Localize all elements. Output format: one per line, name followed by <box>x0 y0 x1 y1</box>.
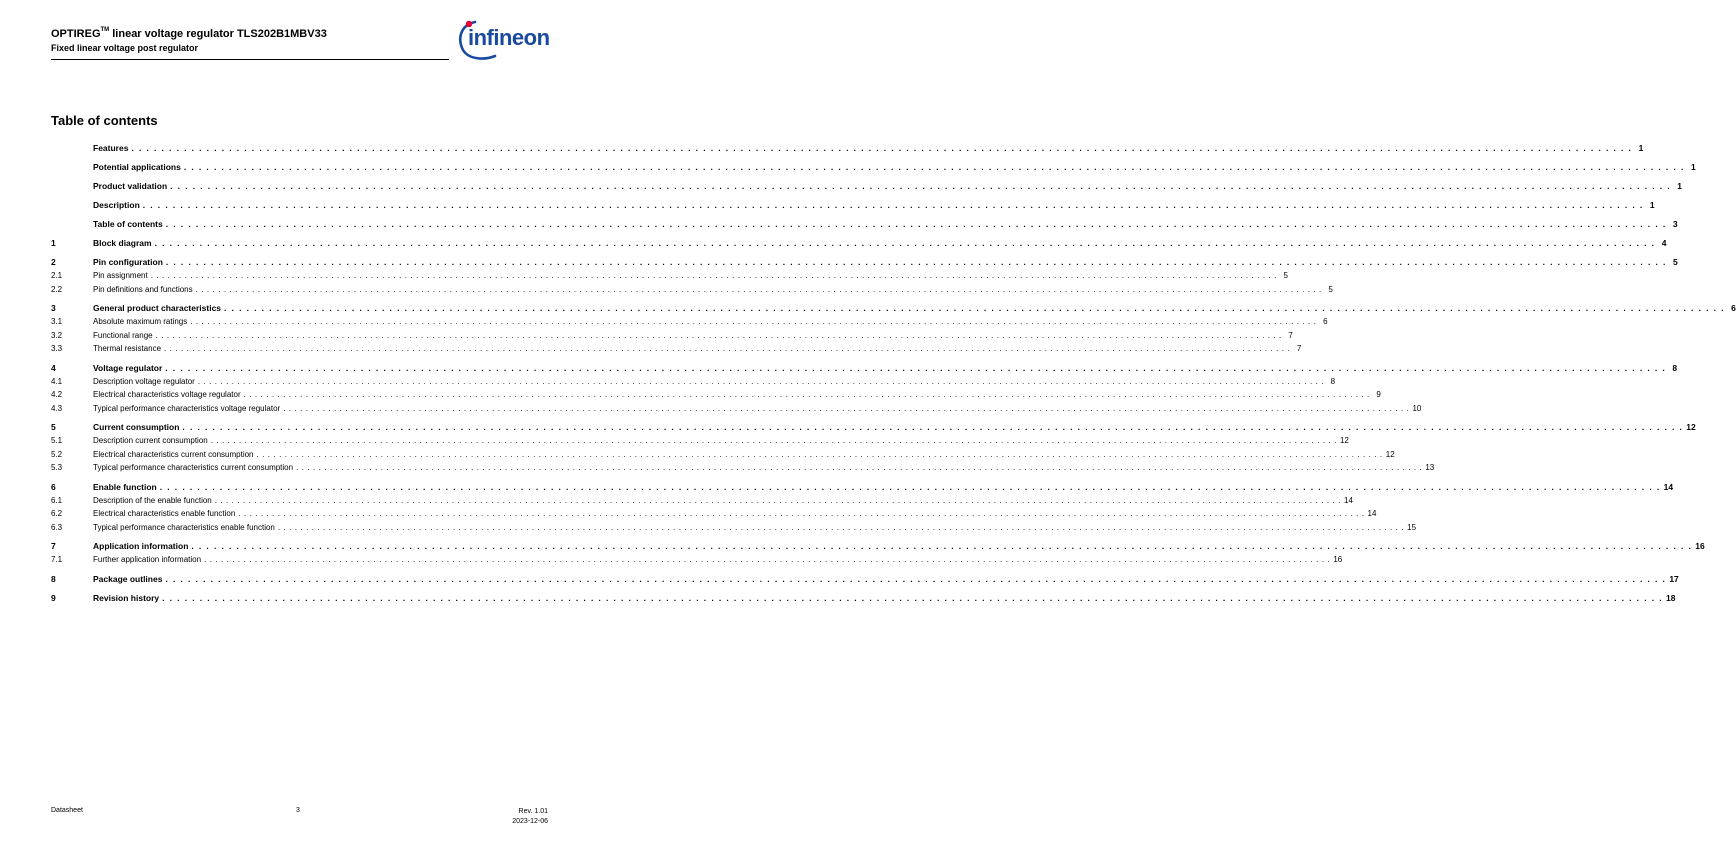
toc-dot-leader: . . . . . . . . . . . . . . . . . . . . . . . . . . . . . . . . . . . . . . . . . . . . . . . . . . . . . . . . . . . . . . . . . . . . . . . . . . . . . . . . . . . . . . . . . . . . . . . . . . . . . . . . . . . . . . . . . . . . . . . . . . . . . . . . . . . . . . . . . . . . . . . . . . . . . . . . . . . . . . . . . . . . . . . . . . . . . . . . . . . . . . . . . . . . . . . . . . . . . . . . <box>204 555 1331 564</box>
toc-entry-number: 2 <box>51 257 56 267</box>
toc-entry-title[interactable]: Thermal resistance <box>93 344 162 353</box>
toc-dot-leader: . . . . . . . . . . . . . . . . . . . . . . . . . . . . . . . . . . . . . . . . . . . . . . . . . . . . . . . . . . . . . . . . . . . . . . . . . . . . . . . . . . . . . . . . . . . . . . . . . . . . . . . . . . . . . . . . . . . . . . . . . . . . . . . . . . . . . . . . . . . . . . . . . . . . . . . . . . . . . . . . . . . . . . . . . . . . . . . . . . . . . . . . . . . . . . . . . . . . . . . . <box>238 509 1365 518</box>
toc-entry-page[interactable]: 12 <box>1686 422 1696 432</box>
toc-entry-number: 4.2 <box>51 390 63 399</box>
toc-entry[interactable] <box>51 403 1422 418</box>
toc-dot-leader: . . . . . . . . . . . . . . . . . . . . . . . . . . . . . . . . . . . . . . . . . . . . . . . . . . . . . . . . . . . . . . . . . . . . . . . . . . . . . . . . . . . . . . . . . . . . . . . . . . . . . . . . . . . . . . . . . . . . . . . . . . . . . . . . . . . . . . . . . . . . . . . . . . . . . . . . . . . . . . . . . . . . . . . . . . . . . . . . . . . . . . . . . . . . . . . . . . . . . . . . <box>154 238 1656 248</box>
toc-entry-number: 2.2 <box>51 284 63 294</box>
header-divider <box>51 59 449 60</box>
toc-dot-leader: . . . . . . . . . . . . . . . . . . . . . . . . . . . . . . . . . . . . . . . . . . . . . . . . . . . . . . . . . . . . . . . . . . . . . . . . . . . . . . . . . . . . . . . . . . . . . . . . . . . . . . . . . . . . . . . . . . . . . . . . . . . . . . . . . . . . . . . . . . . . . . . . . . . . . . . . . . . . . . . . . . . . . . . . . . . . . . . . . . . . . . . . . . . . . . . . . . . . . . . . <box>131 143 1633 153</box>
toc-entry-number: 8 <box>51 573 56 584</box>
toc-entry-page[interactable]: 1 <box>1638 143 1644 153</box>
toc-entry-page[interactable]: 15 <box>1407 522 1417 532</box>
toc-entry-title[interactable]: Absolute maximum ratings <box>93 317 188 326</box>
toc-dot-leader: . . . . . . . . . . . . . . . . . . . . . . . . . . . . . . . . . . . . . . . . . . . . . . . . . . . . . . . . . . . . . . . . . . . . . . . . . . . . . . . . . . . . . . . . . . . . . . . . . . . . . . . . . . . . . . . . . . . . . . . . . . . . . . . . . . . . . . . . . . . . . . . . . . . . . . . . . . . . . . . . . . . . . . . . . . . . . . . . . . . . . . . . . . . . . . . . . . . . . . . . <box>165 573 1667 584</box>
table-of-contents <box>51 143 1736 607</box>
toc-dot-leader: . . . . . . . . . . . . . . . . . . . . . . . . . . . . . . . . . . . . . . . . . . . . . . . . . . . . . . . . . . . . . . . . . . . . . . . . . . . . . . . . . . . . . . . . . . . . . . . . . . . . . . . . . . . . . . . . . . . . . . . . . . . . . . . . . . . . . . . . . . . . . . . . . . . . . . . . . . . . . . . . . . . . . . . . . . . . . . . . . . . . . . . . . . . . . . . . . . . . . . . . <box>183 162 1685 172</box>
toc-dot-leader: . . . . . . . . . . . . . . . . . . . . . . . . . . . . . . . . . . . . . . . . . . . . . . . . . . . . . . . . . . . . . . . . . . . . . . . . . . . . . . . . . . . . . . . . . . . . . . . . . . . . . . . . . . . . . . . . . . . . . . . . . . . . . . . . . . . . . . . . . . . . . . . . . . . . . . . . . . . . . . . . . . . . . . . . . . . . . . . . . . . . . . . . . . . . . . . . . . . . . . . . <box>182 422 1684 432</box>
infineon-logo <box>455 16 563 60</box>
toc-entry-number: 5.2 <box>51 449 63 459</box>
toc-entry[interactable] <box>51 362 1678 377</box>
toc-entry-title[interactable]: Description voltage regulator <box>93 376 195 386</box>
toc-entry-title[interactable]: Electrical characteristics voltage regulator <box>93 390 241 399</box>
toc-entry-title[interactable]: Description current consumption <box>93 436 208 445</box>
title-suffix: linear voltage regulator TLS202B1MBV33 <box>109 28 327 40</box>
toc-dot-leader: . . . . . . . . . . . . . . . . . . . . . . . . . . . . . . . . . . . . . . . . . . . . . . . . . . . . . . . . . . . . . . . . . . . . . . . . . . . . . . . . . . . . . . . . . . . . . . . . . . . . . . . . . . . . . . . . . . . . . . . . . . . . . . . . . . . . . . . . . . . . . . . . . . . . . . . . . . . . . . . . . . . . . . . . . . . . . . . . . . . . . . . . . . . . . . . . . . . . . . . . <box>197 376 1325 386</box>
toc-entry[interactable] <box>51 162 1696 176</box>
toc-entry[interactable] <box>51 592 1676 607</box>
toc-entry[interactable] <box>51 284 1333 299</box>
toc-entry-number: 5 <box>51 422 56 432</box>
toc-entry-title[interactable]: Functional range <box>93 330 153 340</box>
toc-entry-page[interactable]: 12 <box>1385 449 1395 459</box>
toc-entry-page[interactable]: 16 <box>1695 541 1705 551</box>
toc-dot-leader: . . . . . . . . . . . . . . . . . . . . . . . . . . . . . . . . . . . . . . . . . . . . . . . . . . . . . . . . . . . . . . . . . . . . . . . . . . . . . . . . . . . . . . . . . . . . . . . . . . . . . . . . . . . . . . . . . . . . . . . . . . . . . . . . . . . . . . . . . . . . . . . . . . . . . . . . . . . . . . . . . . . . . . . . . . . . . . . . . . . . . . . . . . . . . . . . . . . . . . . . <box>256 449 1383 459</box>
toc-entry[interactable] <box>51 449 1395 464</box>
toc-entry-page[interactable]: 1 <box>1691 162 1696 172</box>
toc-entry[interactable] <box>51 257 1678 271</box>
toc-entry-title[interactable]: Further application information <box>93 555 202 564</box>
toc-entry-number: 6 <box>51 481 56 492</box>
title-prefix: OPTIREG <box>51 28 101 40</box>
toc-entry[interactable] <box>51 436 1349 450</box>
toc-entry[interactable] <box>51 303 1736 317</box>
logo-text: infineon <box>468 25 550 50</box>
toc-entry-page[interactable]: 14 <box>1367 509 1377 518</box>
toc-entry-title[interactable]: Block diagram <box>93 238 152 248</box>
footer-page-number: 3 <box>296 807 300 814</box>
toc-entry-page[interactable]: 7 <box>1288 330 1293 340</box>
toc-dot-leader: . . . . . . . . . . . . . . . . . . . . . . . . . . . . . . . . . . . . . . . . . . . . . . . . . . . . . . . . . . . . . . . . . . . . . . . . . . . . . . . . . . . . . . . . . . . . . . . . . . . . . . . . . . . . . . . . . . . . . . . . . . . . . . . . . . . . . . . . . . . . . . . . . . . . . . . . . . . . . . . . . . . . . . . . . . . . . . . . . . . . . . . . . . . . . . . . . . . . . . . . <box>195 284 1322 294</box>
toc-entry-title[interactable]: Package outlines <box>93 573 163 584</box>
toc-entry-number: 2.1 <box>51 271 63 280</box>
toc-entry-title[interactable]: Electrical characteristics current consumption <box>93 449 254 459</box>
toc-entry-title[interactable]: Typical performance characteristics voltage regulator <box>93 403 281 413</box>
footer-revision <box>512 807 548 827</box>
toc-entry-title[interactable]: Current consumption <box>93 422 180 432</box>
toc-dot-leader: . . . . . . . . . . . . . . . . . . . . . . . . . . . . . . . . . . . . . . . . . . . . . . . . . . . . . . . . . . . . . . . . . . . . . . . . . . . . . . . . . . . . . . . . . . . . . . . . . . . . . . . . . . . . . . . . . . . . . . . . . . . . . . . . . . . . . . . . . . . . . . . . . . . . . . . . . . . . . . . . . . . . . . . . . . . . . . . . . . . . . . . . . . . . . . . . . . . . . . . . <box>164 344 1291 353</box>
toc-dot-leader: . . . . . . . . . . . . . . . . . . . . . . . . . . . . . . . . . . . . . . . . . . . . . . . . . . . . . . . . . . . . . . . . . . . . . . . . . . . . . . . . . . . . . . . . . . . . . . . . . . . . . . . . . . . . . . . . . . . . . . . . . . . . . . . . . . . . . . . . . . . . . . . . . . . . . . . . . . . . . . . . . . . . . . . . . . . . . . . . . . . . . . . . . . . . . . . . . . . . . . . . <box>165 257 1667 267</box>
toc-entry-title[interactable]: Potential applications <box>93 162 181 172</box>
toc-entry[interactable] <box>51 181 1683 195</box>
toc-entry-number: 7.1 <box>51 555 63 564</box>
toc-dot-leader: . . . . . . . . . . . . . . . . . . . . . . . . . . . . . . . . . . . . . . . . . . . . . . . . . . . . . . . . . . . . . . . . . . . . . . . . . . . . . . . . . . . . . . . . . . . . . . . . . . . . . . . . . . . . . . . . . . . . . . . . . . . . . . . . . . . . . . . . . . . . . . . . . . . . . . . . . . . . . . . . . . . . . . . . . . . . . . . . . . . . . . . . . . . . . . . . . . . . . . . . <box>214 495 1341 505</box>
footer-date: 2023-12-06 <box>512 818 548 825</box>
toc-entry[interactable] <box>51 522 1417 537</box>
footer-rev: Rev. 1.01 <box>518 808 548 815</box>
toc-entry-number: 5.1 <box>51 436 63 445</box>
toc-heading: Table of contents <box>51 113 158 128</box>
toc-entry[interactable] <box>51 481 1674 496</box>
toc-entry-title[interactable]: Features <box>93 143 129 153</box>
toc-entry[interactable] <box>51 200 1655 214</box>
toc-entry-title[interactable]: Voltage regulator <box>93 362 163 373</box>
toc-entry-number: 3 <box>51 303 56 313</box>
toc-entry-title[interactable]: Application information <box>93 541 189 551</box>
toc-entry[interactable] <box>51 317 1328 331</box>
toc-entry-title[interactable]: Typical performance characteristics enable function <box>93 522 275 532</box>
toc-entry[interactable] <box>51 541 1705 555</box>
toc-entry-number: 5.3 <box>51 463 63 472</box>
toc-entry[interactable] <box>51 219 1678 233</box>
toc-entry-title[interactable]: Description of the enable function <box>93 495 212 505</box>
toc-entry-page[interactable]: 8 <box>1672 362 1678 373</box>
toc-entry[interactable] <box>51 509 1377 523</box>
toc-dot-leader: . . . . . . . . . . . . . . . . . . . . . . . . . . . . . . . . . . . . . . . . . . . . . . . . . . . . . . . . . . . . . . . . . . . . . . . . . . . . . . . . . . . . . . . . . . . . . . . . . . . . . . . . . . . . . . . . . . . . . . . . . . . . . . . . . . . . . . . . . . . . . . . . . . . . . . . . . . . . . . . . . . . . . . . . . . . . . . . . . . . . . . . . . . . . . . . . . . . . . . . . <box>224 303 1725 313</box>
toc-entry-page[interactable]: 3 <box>1672 219 1678 229</box>
toc-entry-page[interactable]: 18 <box>1666 592 1676 603</box>
toc-entry-page[interactable]: 9 <box>1376 390 1381 399</box>
toc-entry[interactable] <box>51 376 1336 391</box>
toc-entry-title[interactable]: Enable function <box>93 481 157 492</box>
toc-entry-title[interactable]: Table of contents <box>93 219 163 229</box>
document-title <box>51 28 327 40</box>
toc-entry[interactable] <box>51 573 1679 588</box>
toc-entry-page[interactable]: 10 <box>1412 403 1422 413</box>
toc-entry-title[interactable]: Revision history <box>93 592 160 603</box>
toc-entry-page[interactable]: 6 <box>1731 303 1736 313</box>
toc-entry-page[interactable]: 5 <box>1328 284 1333 294</box>
toc-entry-title[interactable]: Description <box>93 200 140 210</box>
toc-dot-leader: . . . . . . . . . . . . . . . . . . . . . . . . . . . . . . . . . . . . . . . . . . . . . . . . . . . . . . . . . . . . . . . . . . . . . . . . . . . . . . . . . . . . . . . . . . . . . . . . . . . . . . . . . . . . . . . . . . . . . . . . . . . . . . . . . . . . . . . . . . . . . . . . . . . . . . . . . . . . . . . . . . . . . . . . . . . . . . . . . . . . . . . . . . . . . . . . . . . . . . . . <box>170 181 1672 191</box>
footer-doc-type: Datasheet <box>51 807 83 814</box>
toc-dot-leader: . . . . . . . . . . . . . . . . . . . . . . . . . . . . . . . . . . . . . . . . . . . . . . . . . . . . . . . . . . . . . . . . . . . . . . . . . . . . . . . . . . . . . . . . . . . . . . . . . . . . . . . . . . . . . . . . . . . . . . . . . . . . . . . . . . . . . . . . . . . . . . . . . . . . . . . . . . . . . . . . . . . . . . . . . . . . . . . . . . . . . . . . . . . . . . . . . . . . . . . . <box>162 592 1664 603</box>
toc-entry-page[interactable]: 8 <box>1330 376 1336 386</box>
toc-entry[interactable] <box>51 422 1696 436</box>
toc-entry-page[interactable]: 13 <box>1425 463 1435 472</box>
toc-entry-number: 4 <box>51 362 56 373</box>
toc-entry-title[interactable]: Pin configuration <box>93 257 163 267</box>
toc-entry[interactable] <box>51 143 1644 157</box>
toc-entry-number: 3.1 <box>51 317 63 326</box>
toc-entry[interactable] <box>51 344 1302 358</box>
toc-entry-page[interactable]: 4 <box>1661 238 1667 248</box>
toc-entry-number: 4.3 <box>51 403 63 413</box>
toc-entry-page[interactable]: 5 <box>1673 257 1678 267</box>
toc-entry-page[interactable]: 17 <box>1669 573 1679 584</box>
toc-dot-leader: . . . . . . . . . . . . . . . . . . . . . . . . . . . . . . . . . . . . . . . . . . . . . . . . . . . . . . . . . . . . . . . . . . . . . . . . . . . . . . . . . . . . . . . . . . . . . . . . . . . . . . . . . . . . . . . . . . . . . . . . . . . . . . . . . . . . . . . . . . . . . . . . . . . . . . . . . . . . . . . . . . . . . . . . . . . . . . . . . . . . . . . . . . . . . . . . . . . . . . . . <box>159 481 1661 492</box>
toc-entry-number: 6.2 <box>51 509 63 518</box>
toc-dot-leader: . . . . . . . . . . . . . . . . . . . . . . . . . . . . . . . . . . . . . . . . . . . . . . . . . . . . . . . . . . . . . . . . . . . . . . . . . . . . . . . . . . . . . . . . . . . . . . . . . . . . . . . . . . . . . . . . . . . . . . . . . . . . . . . . . . . . . . . . . . . . . . . . . . . . . . . . . . . . . . . . . . . . . . . . . . . . . . . . . . . . . . . . . . . . . . . . . . . . . . . . <box>142 200 1644 210</box>
toc-entry-number: 3.3 <box>51 344 63 353</box>
toc-entry-number: 6.3 <box>51 522 63 532</box>
toc-dot-leader: . . . . . . . . . . . . . . . . . . . . . . . . . . . . . . . . . . . . . . . . . . . . . . . . . . . . . . . . . . . . . . . . . . . . . . . . . . . . . . . . . . . . . . . . . . . . . . . . . . . . . . . . . . . . . . . . . . . . . . . . . . . . . . . . . . . . . . . . . . . . . . . . . . . . . . . . . . . . . . . . . . . . . . . . . . . . . . . . . . . . . . . . . . . . . . . . . . . . . . . . <box>210 436 1337 445</box>
toc-entry-number: 6.1 <box>51 495 63 505</box>
toc-entry[interactable] <box>51 271 1288 285</box>
toc-entry-page[interactable]: 6 <box>1323 317 1328 326</box>
toc-entry-number: 4.1 <box>51 376 63 386</box>
document-subtitle: Fixed linear voltage post regulator <box>51 43 199 53</box>
toc-dot-leader: . . . . . . . . . . . . . . . . . . . . . . . . . . . . . . . . . . . . . . . . . . . . . . . . . . . . . . . . . . . . . . . . . . . . . . . . . . . . . . . . . . . . . . . . . . . . . . . . . . . . . . . . . . . . . . . . . . . . . . . . . . . . . . . . . . . . . . . . . . . . . . . . . . . . . . . . . . . . . . . . . . . . . . . . . . . . . . . . . . . . . . . . . . . . . . . . . . . . . . . . <box>155 330 1282 340</box>
toc-dot-leader: . . . . . . . . . . . . . . . . . . . . . . . . . . . . . . . . . . . . . . . . . . . . . . . . . . . . . . . . . . . . . . . . . . . . . . . . . . . . . . . . . . . . . . . . . . . . . . . . . . . . . . . . . . . . . . . . . . . . . . . . . . . . . . . . . . . . . . . . . . . . . . . . . . . . . . . . . . . . . . . . . . . . . . . . . . . . . . . . . . . . . . . . . . . . . . . . . . . . . . . . <box>277 522 1405 532</box>
toc-entry-page[interactable]: 1 <box>1677 181 1683 191</box>
toc-entry-page[interactable]: 12 <box>1339 436 1349 445</box>
toc-dot-leader: . . . . . . . . . . . . . . . . . . . . . . . . . . . . . . . . . . . . . . . . . . . . . . . . . . . . . . . . . . . . . . . . . . . . . . . . . . . . . . . . . . . . . . . . . . . . . . . . . . . . . . . . . . . . . . . . . . . . . . . . . . . . . . . . . . . . . . . . . . . . . . . . . . . . . . . . . . . . . . . . . . . . . . . . . . . . . . . . . . . . . . . . . . . . . . . . . . . . . . . . <box>150 271 1277 280</box>
toc-dot-leader: . . . . . . . . . . . . . . . . . . . . . . . . . . . . . . . . . . . . . . . . . . . . . . . . . . . . . . . . . . . . . . . . . . . . . . . . . . . . . . . . . . . . . . . . . . . . . . . . . . . . . . . . . . . . . . . . . . . . . . . . . . . . . . . . . . . . . . . . . . . . . . . . . . . . . . . . . . . . . . . . . . . . . . . . . . . . . . . . . . . . . . . . . . . . . . . . . . . . . . . . <box>243 390 1370 399</box>
toc-entry-page[interactable]: 14 <box>1663 481 1674 492</box>
toc-entry-number: 3.2 <box>51 330 63 340</box>
toc-entry-title[interactable]: Pin assignment <box>93 271 148 280</box>
toc-entry-page[interactable]: 7 <box>1296 344 1302 353</box>
toc-entry[interactable] <box>51 495 1353 510</box>
toc-entry-title[interactable]: Product validation <box>93 181 168 191</box>
toc-entry-page[interactable]: 14 <box>1344 495 1353 505</box>
toc-entry-number: 9 <box>51 592 56 603</box>
toc-entry[interactable] <box>51 463 1435 477</box>
toc-entry-page[interactable]: 16 <box>1333 555 1343 564</box>
toc-entry-title[interactable]: Pin definitions and functions <box>93 284 193 294</box>
toc-entry-page[interactable]: 5 <box>1283 271 1288 280</box>
toc-entry[interactable] <box>51 555 1343 569</box>
toc-dot-leader: . . . . . . . . . . . . . . . . . . . . . . . . . . . . . . . . . . . . . . . . . . . . . . . . . . . . . . . . . . . . . . . . . . . . . . . . . . . . . . . . . . . . . . . . . . . . . . . . . . . . . . . . . . . . . . . . . . . . . . . . . . . . . . . . . . . . . . . . . . . . . . . . . . . . . . . . . . . . . . . . . . . . . . . . . . . . . . . . . . . . . . . . . . . . . . . . . . . . . . . . <box>296 463 1423 472</box>
toc-dot-leader: . . . . . . . . . . . . . . . . . . . . . . . . . . . . . . . . . . . . . . . . . . . . . . . . . . . . . . . . . . . . . . . . . . . . . . . . . . . . . . . . . . . . . . . . . . . . . . . . . . . . . . . . . . . . . . . . . . . . . . . . . . . . . . . . . . . . . . . . . . . . . . . . . . . . . . . . . . . . . . . . . . . . . . . . . . . . . . . . . . . . . . . . . . . . . . . . . . . . . . . . <box>165 219 1667 229</box>
toc-entry[interactable] <box>51 238 1667 252</box>
toc-dot-leader: . . . . . . . . . . . . . . . . . . . . . . . . . . . . . . . . . . . . . . . . . . . . . . . . . . . . . . . . . . . . . . . . . . . . . . . . . . . . . . . . . . . . . . . . . . . . . . . . . . . . . . . . . . . . . . . . . . . . . . . . . . . . . . . . . . . . . . . . . . . . . . . . . . . . . . . . . . . . . . . . . . . . . . . . . . . . . . . . . . . . . . . . . . . . . . . . . . . . . . . . <box>191 541 1693 551</box>
toc-dot-leader: . . . . . . . . . . . . . . . . . . . . . . . . . . . . . . . . . . . . . . . . . . . . . . . . . . . . . . . . . . . . . . . . . . . . . . . . . . . . . . . . . . . . . . . . . . . . . . . . . . . . . . . . . . . . . . . . . . . . . . . . . . . . . . . . . . . . . . . . . . . . . . . . . . . . . . . . . . . . . . . . . . . . . . . . . . . . . . . . . . . . . . . . . . . . . . . . . . . . . . . . <box>165 362 1667 373</box>
toc-entry-number: 1 <box>51 238 56 248</box>
toc-dot-leader: . . . . . . . . . . . . . . . . . . . . . . . . . . . . . . . . . . . . . . . . . . . . . . . . . . . . . . . . . . . . . . . . . . . . . . . . . . . . . . . . . . . . . . . . . . . . . . . . . . . . . . . . . . . . . . . . . . . . . . . . . . . . . . . . . . . . . . . . . . . . . . . . . . . . . . . . . . . . . . . . . . . . . . . . . . . . . . . . . . . . . . . . . . . . . . . . . . . . . . . . <box>190 317 1317 326</box>
toc-entry-title[interactable]: Typical performance characteristics current consumption <box>93 463 294 472</box>
toc-entry-number: 7 <box>51 541 56 551</box>
toc-entry[interactable] <box>51 330 1293 345</box>
toc-entry-title[interactable]: Electrical characteristics enable function <box>93 509 236 518</box>
toc-dot-leader: . . . . . . . . . . . . . . . . . . . . . . . . . . . . . . . . . . . . . . . . . . . . . . . . . . . . . . . . . . . . . . . . . . . . . . . . . . . . . . . . . . . . . . . . . . . . . . . . . . . . . . . . . . . . . . . . . . . . . . . . . . . . . . . . . . . . . . . . . . . . . . . . . . . . . . . . . . . . . . . . . . . . . . . . . . . . . . . . . . . . . . . . . . . . . . . . . . . . . . . . <box>283 403 1410 413</box>
trademark-mark: TM <box>100 27 110 33</box>
toc-entry-title[interactable]: General product characteristics <box>93 303 222 313</box>
toc-entry-page[interactable]: 1 <box>1649 200 1655 210</box>
toc-entry[interactable] <box>51 390 1381 404</box>
